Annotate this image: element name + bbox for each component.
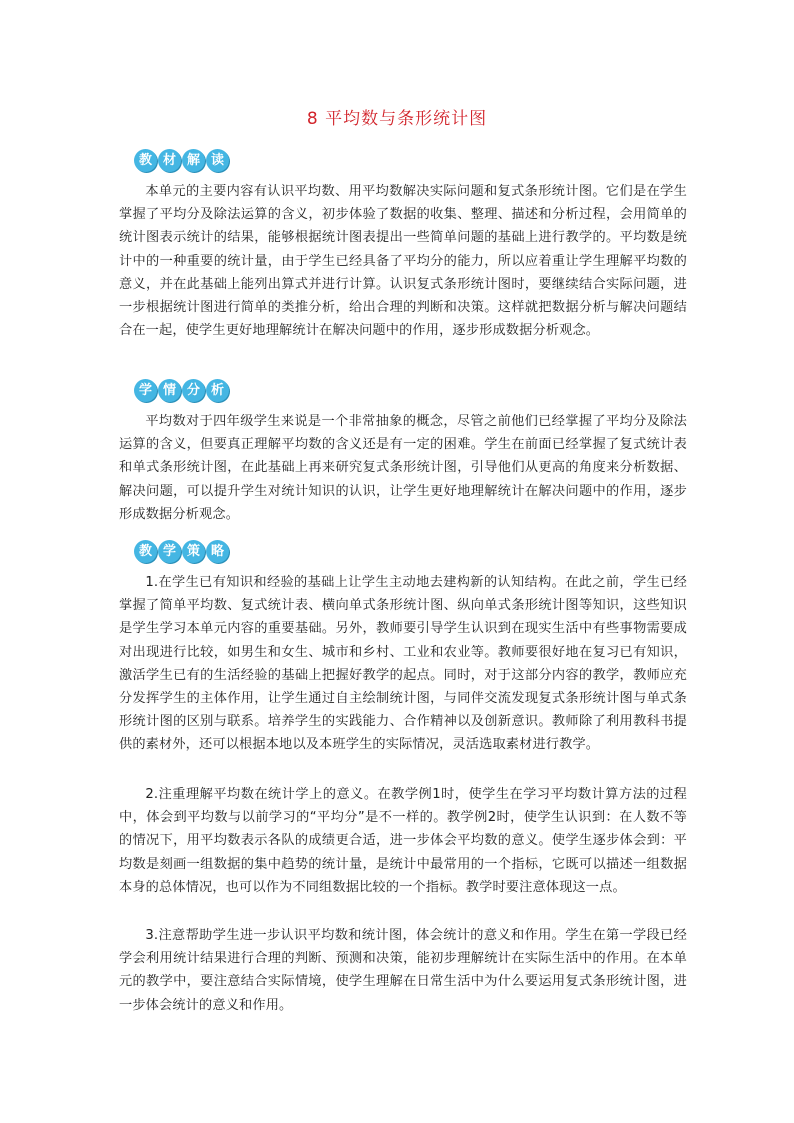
badge-char: 析 xyxy=(206,379,229,402)
paragraph: 2.注重理解平均数在统计学上的意义。在教学例1时，使学生在学习平均数计算方法的过程中，体会到平均数与以前学习的“平均分”是不一样的。教学例2时，使学生认识到：在人数不等的情况下，用平均数表示各队的成绩更合适，进一步体会平均数的意义。使学生逐步体会到：平均数是刻画一组数据的集中趋势的统计量，是统计中最常用的一个指标，它既可以描述一组数据本身的总体情况，也可以作为不同组数据比较的一个指标。教学时要注意体现这一点。 xyxy=(119,787,687,895)
section-badge-teaching-strategy xyxy=(134,538,230,564)
badge-char: 策 xyxy=(182,540,205,563)
badge-char: 解 xyxy=(182,149,205,172)
page-title: 8 平均数与条形统计图 xyxy=(306,109,488,129)
paragraph: 平均数对于四年级学生来说是一个非常抽象的概念，尽管之前他们已经掌握了平均分及除法运算的含义，但要真正理解平均数的含义还是有一定的困难。学生在前面已经掌握了复式统计表和单式条形统计图，在此基础上再来研究复式条形统计图，引导他们从更高的角度来分析数据、解决问题，可以提升学生对统计知识的认识，让学生更好地理解统计在解决问题中的作用，逐步形成数据分析观念。 xyxy=(119,414,687,522)
badge-char: 略 xyxy=(206,540,229,563)
paragraph: 3.注意帮助学生进一步认识平均数和统计图，体会统计的意义和作用。学生在第一学段已经学会利用统计结果进行合理的判断、预测和决策，能初步理解统计在实际生活中的作用。在本单元的教学中，要注意结合实际情境，使学生理解在日常生活中为什么要运用复式条形统计图，进一步体会统计的意义和作用。 xyxy=(119,928,687,1013)
section-badge-textbook-reading xyxy=(134,147,230,173)
badge-char: 读 xyxy=(206,149,229,172)
badge-char: 学 xyxy=(158,540,181,563)
paragraph: 1.在学生已有知识和经验的基础上让学生主动地去建构新的认知结构。在此之前，学生已经掌握了简单平均数、复式统计表、横向单式条形统计图、纵向单式条形统计图等知识，这些知识是学生学习本单元内容的重要基础。另外，教师要引导学生认识到在现实生活中有些事物需要成对出现进行比较，如男生和女生、城市和乡村、工业和农业等。教师要很好地在复习已有知识，激活学生已有的生活经验的基础上把握好教学的起点。同时，对于这部分内容的教学，教师应充分发挥学生的主体作用，让学生通过自主绘制统计图，与同伴交流发现复式条形统计图与单式条形统计图的区别与联系。培养学生的实践能力、合作精神以及创新意识。教师除了利用教科书提供的素材外，还可以根据本地以及本班学生的实际情况，灵活选取素材进行教学。 xyxy=(119,575,687,753)
badge-char: 分 xyxy=(182,379,205,402)
badge-char: 学 xyxy=(134,379,157,402)
badge-char: 教 xyxy=(134,540,157,563)
badge-char: 教 xyxy=(134,149,157,172)
badge-char: 材 xyxy=(158,149,181,172)
paragraph: 本单元的主要内容有认识平均数、用平均数解决实际问题和复式条形统计图。它们是在学生掌握了平均分及除法运算的含义，初步体验了数据的收集、整理、描述和分析过程，会用简单的统计图表示统计的结果，能够根据统计图表提出一些简单问题的基础上进行教学的。平均数是统计中的一种重要的统计量，由于学生已经具备了平均分的能力，所以应着重让学生理解平均数的意义，并在此基础上能列出算式并进行计算。认识复式条形统计图时，要继续结合实际问题，进一步根据统计图进行简单的类推分析，给出合理的判断和决策。这样就把数据分析与解决问题结合在一起，使学生更好地理解统计在解决问题中的作用，逐步形成数据分析观念。 xyxy=(119,184,687,339)
badge-char: 情 xyxy=(158,379,181,402)
section-badge-student-analysis xyxy=(134,377,230,403)
